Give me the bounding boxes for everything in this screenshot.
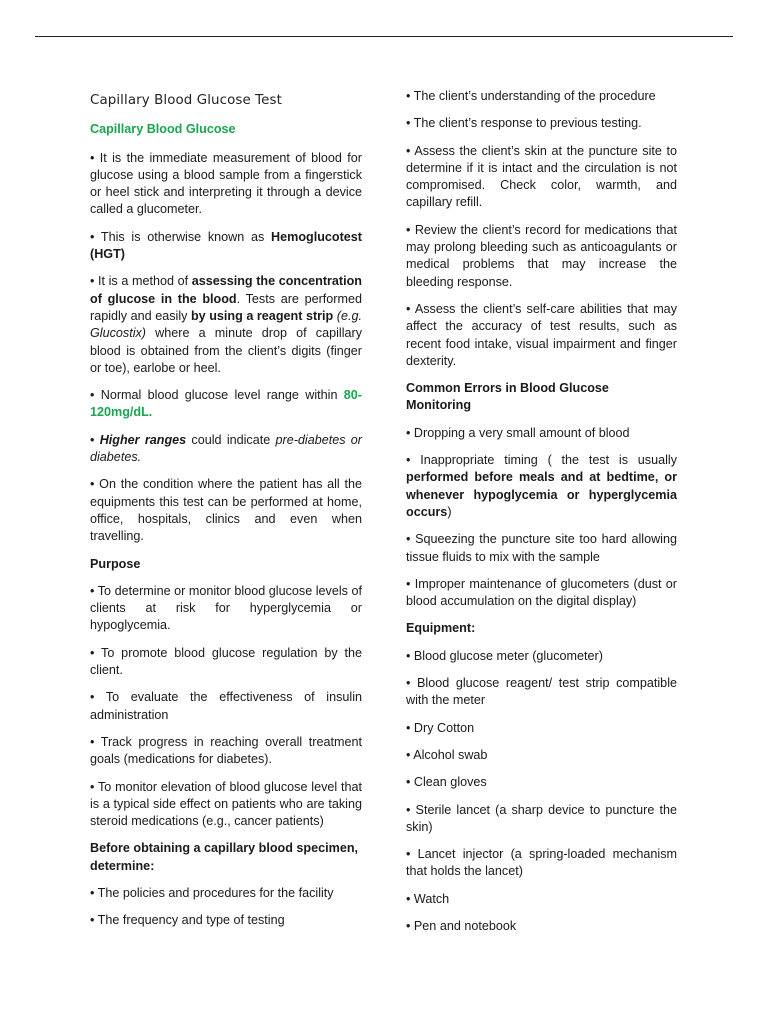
purpose-item: • To determine or monitor blood glucose levels of clients at risk for hyperglycemia or hypoglycemia. [90, 583, 362, 633]
equipment-item: • Clean gloves [406, 775, 487, 790]
italic-term: pre-diabetes or diabetes. [90, 432, 362, 465]
equipment-item: • Sterile lancet (a sharp device to puncture the skin) [406, 802, 677, 834]
italic-term: (e.g. Glucostix) [90, 308, 363, 341]
purpose-item: • To promote blood glucose regulation by the client. [90, 645, 362, 678]
left-column [90, 88, 362, 940]
bold-term: performed before meals and at bedtime, or whenever hypoglycemia or hyperglycemia occurs [406, 470, 677, 519]
errors-heading: Common Errors in Blood Glucose Monitoring [406, 381, 609, 413]
bold-term: Hemoglucotest (HGT) [90, 229, 362, 262]
bold-term: assessing the concentration of glucose in the blood [90, 274, 362, 306]
header-rule [35, 36, 733, 37]
error-item: • Improper maintenance of glucometers (dust or blood accumulation on the digital display) [406, 576, 677, 609]
paragraph-higher-ranges [90, 432, 362, 467]
right-column [406, 88, 677, 945]
before-item: • Assess the client’s self-care abilities that may affect the accuracy of test results, such as recent food intake, visual impairment and finger dexterity. [406, 301, 677, 368]
equipment-item: • Pen and notebook [406, 918, 517, 933]
before-item: • Review the client’s record for medications that may prolong bleeding such as anticoagulants or medical problems that may increase the bleeding response. [406, 222, 677, 289]
paragraph-setting: • On the condition where the patient has all the equipments this test can be performed at home, office, hospitals, clinics and even when travelling. [90, 477, 362, 544]
text-run: could indicate [186, 432, 276, 447]
before-item: • Assess the client’s skin at the puncture site to determine if it is intact and the circulation is not compromised. Check color, warmth, and capillary refill. [406, 143, 677, 210]
text-run: • It is a method of [90, 274, 192, 289]
range-value: 80-120mg/dL. [90, 388, 362, 420]
bold-term: by using a reagent strip [190, 308, 334, 323]
equipment-item: • Lancet injector (a spring-loaded mechanism that holds the lancet) [406, 847, 677, 879]
purpose-item: • To evaluate the effectiveness of insulin administration [90, 690, 362, 722]
equipment-heading: Equipment: [406, 621, 476, 636]
before-item: • The client’s response to previous testing. [406, 116, 642, 131]
error-item: • Squeezing the puncture site too hard allowing tissue fluids to mix with the sample [406, 532, 677, 564]
equipment-item: • Blood glucose reagent/ test strip compatible with the meter [406, 676, 677, 708]
before-item: • The policies and procedures for the facility [90, 885, 334, 900]
before-item: • The client’s understanding of the procedure [406, 89, 656, 103]
equipment-item: • Watch [406, 891, 450, 906]
document-title: Capillary Blood Glucose Test [90, 93, 282, 108]
purpose-item: • To monitor elevation of blood glucose level that is a typical side effect on patients who are taking steroid medications (e.g., cancer patients) [90, 779, 362, 829]
error-item [406, 452, 677, 521]
text-run: • This is otherwise known as [90, 229, 272, 244]
purpose-heading: Purpose [90, 556, 141, 571]
paragraph-hgt [90, 229, 362, 264]
equipment-item: • Blood glucose meter (glucometer) [406, 648, 603, 663]
before-item: • The frequency and type of testing [90, 913, 285, 928]
text-run: . Tests are performed rapidly and easily [90, 291, 363, 323]
before-heading: Before obtaining a capillary blood specimen, determine: [90, 841, 359, 873]
error-item: • Dropping a very small amount of blood [406, 425, 630, 440]
text-run: • Inappropriate timing ( the test is usually [406, 453, 677, 468]
paragraph-method [90, 273, 362, 377]
text-run: • Normal blood glucose level range within [90, 388, 344, 403]
section-subtitle: Capillary Blood Glucose [90, 122, 236, 137]
text-run: ) [447, 504, 452, 519]
purpose-item: • Track progress in reaching overall treatment goals (medications for diabetes). [90, 734, 362, 767]
equipment-item: • Dry Cotton [406, 720, 475, 735]
paragraph-normal-range [90, 387, 362, 422]
bold-italic-term: Higher ranges [99, 432, 187, 447]
paragraph-definition: • It is the immediate measurement of blood for glucose using a blood sample from a fingerstick or heel stick and interpreting it through a device called a glucometer. [90, 150, 362, 217]
text-run: where a minute drop of capillary blood is obtained from the client’s digits (finger or toe), earlobe or heel. [90, 326, 362, 375]
equipment-item: • Alcohol swab [406, 747, 488, 762]
text-run: • [90, 432, 100, 447]
